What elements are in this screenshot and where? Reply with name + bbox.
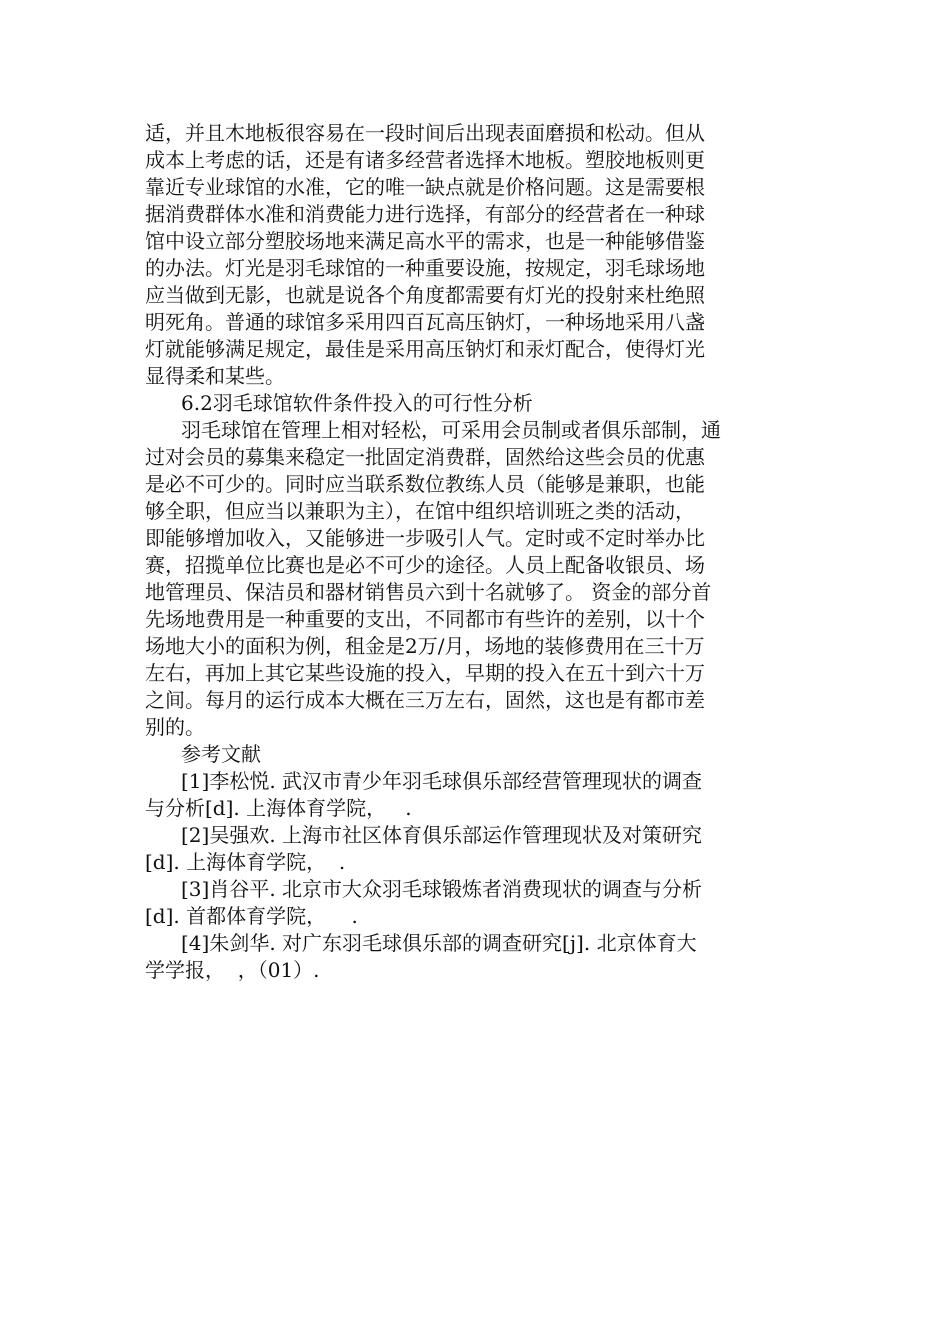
reference-item bbox=[145, 822, 785, 876]
text-line: 馆中设立部分塑胶场地来满足高水平的需求，也是一种能够借鉴 bbox=[145, 229, 705, 253]
text-line: 据消费群体水准和消费能力进行选择，有部分的经营者在一种球 bbox=[145, 202, 705, 226]
text-line: 显得柔和某些。 bbox=[145, 364, 285, 388]
reference-item bbox=[145, 930, 785, 984]
document-page bbox=[145, 120, 785, 984]
text-line: [4]朱剑华. 对广东羽毛球俱乐部的调查研究[j]. 北京体育大 bbox=[181, 931, 697, 955]
text-line: [d]. 上海体育学院， . bbox=[145, 850, 346, 874]
text-line: 靠近专业球馆的水准，它的唯一缺点就是价格问题。这是需要根 bbox=[145, 175, 705, 199]
text-line: 场地大小的面积为例，租金是2万/月，场地的装修费用在三十万 bbox=[145, 634, 705, 658]
text-line: [d]. 首都体育学院， . bbox=[145, 904, 358, 928]
text-line: 左右，再加上其它某些设施的投入，早期的投入在五十到六十万 bbox=[145, 661, 705, 685]
text-line: 地管理员、保洁员和器材销售员六到十名就够了。 资金的部分首 bbox=[145, 580, 712, 604]
text-line: 够全职，但应当以兼职为主），在馆中组织培训班之类的活动， bbox=[145, 499, 695, 523]
body-paragraph bbox=[145, 120, 785, 390]
reference-list bbox=[145, 768, 785, 984]
text-line: 与分析[d]. 上海体育学院， . bbox=[145, 796, 412, 820]
text-line: 是必不可少的。同时应当联系数位教练人员（能够是兼职，也能 bbox=[145, 472, 705, 496]
body-paragraph bbox=[145, 417, 785, 741]
text-line: 的办法。灯光是羽毛球馆的一种重要设施，按规定，羽毛球场地 bbox=[145, 256, 705, 280]
text-line: [3]肖谷平. 北京市大众羽毛球锻炼者消费现状的调查与分析 bbox=[181, 877, 703, 901]
text-line: [2]吴强欢. 上海市社区体育俱乐部运作管理现状及对策研究 bbox=[181, 823, 703, 847]
reference-item bbox=[145, 876, 785, 930]
text-line: 过对会员的募集来稳定一批固定消费群，固然给这些会员的优惠 bbox=[145, 445, 705, 469]
text-line: 学学报， ，（01）. bbox=[145, 958, 320, 982]
references-heading: 参考文献 bbox=[181, 742, 261, 766]
text-line: 之间。每月的运行成本大概在三万左右，固然，这也是有都市差 bbox=[145, 688, 705, 712]
text-line: 即能够增加收入，又能够进一步吸引人气。定时或不定时举办比 bbox=[145, 526, 705, 550]
section-heading: 6.2羽毛球馆软件条件投入的可行性分析 bbox=[181, 391, 533, 415]
text-line: 适，并且木地板很容易在一段时间后出现表面磨损和松动。但从 bbox=[145, 121, 705, 145]
text-line: 先场地费用是一种重要的支出，不同都市有些许的差别，以十个 bbox=[145, 607, 705, 631]
text-line: [1]李松悦. 武汉市青少年羽毛球俱乐部经营管理现状的调查 bbox=[181, 769, 703, 793]
text-line: 应当做到无影，也就是说各个角度都需要有灯光的投射来杜绝照 bbox=[145, 283, 705, 307]
text-line: 灯就能够满足规定，最佳是采用高压钠灯和汞灯配合，使得灯光 bbox=[145, 337, 705, 361]
text-line: 成本上考虑的话，还是有诸多经营者选择木地板。塑胶地板则更 bbox=[145, 148, 705, 172]
text-line: 赛，招揽单位比赛也是必不可少的途径。人员上配备收银员、场 bbox=[145, 553, 705, 577]
text-line: 羽毛球馆在管理上相对轻松，可采用会员制或者俱乐部制，通 bbox=[181, 418, 721, 442]
reference-item bbox=[145, 768, 785, 822]
text-line: 别的。 bbox=[145, 715, 205, 739]
text-line: 明死角。普通的球馆多采用四百瓦高压钠灯，一种场地采用八盏 bbox=[145, 310, 705, 334]
